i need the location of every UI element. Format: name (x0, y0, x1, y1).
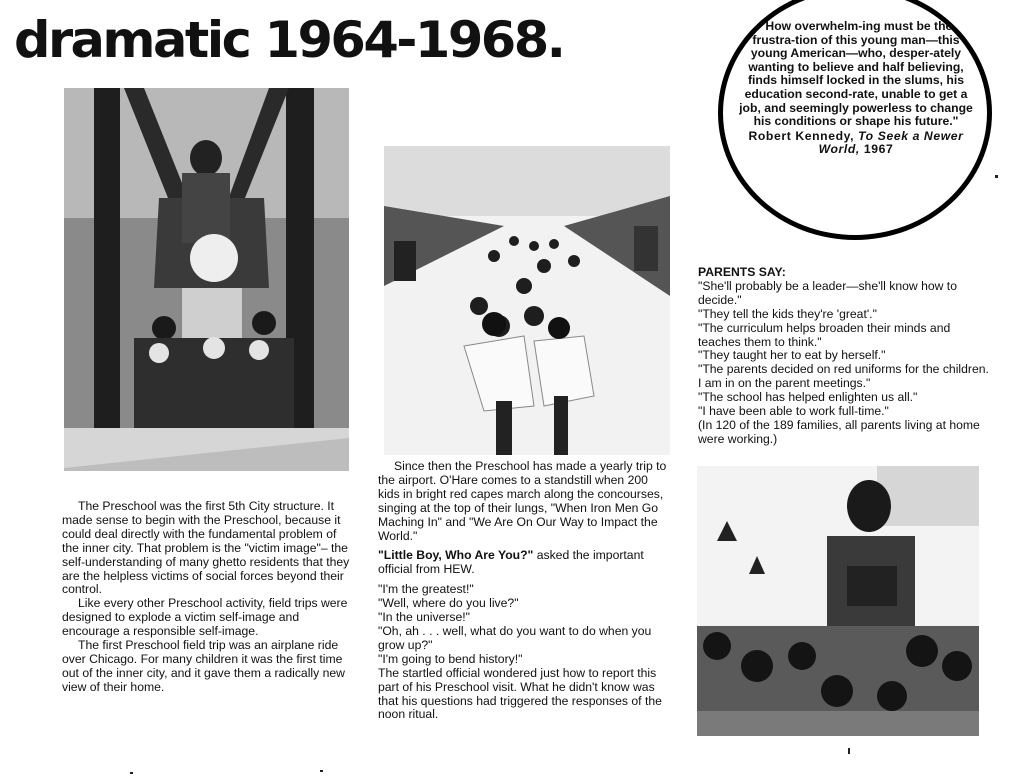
subheading-rest: asked the important official from HEW. (378, 548, 644, 577)
scan-speck (995, 175, 998, 178)
text-column-3 (698, 266, 994, 447)
paragraph: The startled official wondered just how to report this part of his Preschool visit. What he didn't know was that his questions had triggered the responses of the noon ritual. (378, 665, 662, 722)
paragraph: The first Preschool field trip was an airplane ride over Chicago. For many children it was the first time out of the inner city, and it gave them a radically new view of their home. (62, 638, 345, 694)
quote-attribution (738, 130, 974, 157)
scan-speck (848, 748, 850, 754)
statistic-note: (In 120 of the 189 families, all parents living at home were working.) (698, 417, 980, 446)
text-column-2 (378, 460, 672, 722)
photo-airport-concourse (384, 146, 670, 455)
section-heading: PARENTS SAY: (698, 265, 786, 279)
quote-year: 1967 (863, 142, 894, 157)
paragraph: Since then the Preschool has made a yearly trip to the airport. O'Hare comes to a standstill when 200 kids in bright red capes march along the concourses, singing at the top of their lungs, "When Iron Men Go Maching In" and "We Are On Our Way to Impact the World." (378, 459, 667, 543)
scan-speck (130, 772, 133, 774)
subheading: "Little Boy, Who Are You?" (378, 548, 534, 563)
paragraph: The Preschool was the first 5th City structure. It made sense to begin with the Preschool, because it could deal directly with the fundamental problem of the inner city. That problem is the "victim image"– the self-understanding of many ghetto residents that they are the helpless victims of social forces beyond their control. (62, 499, 350, 597)
headline: dramatic 1964-1968. (14, 11, 564, 69)
dialogue-line: "In the universe!" (378, 610, 470, 625)
paragraph: Like every other Preschool activity, field trips were designed to explode a victim self-image and encourage a responsible self-image. (62, 596, 348, 639)
pull-quote (738, 20, 974, 157)
parent-quote: "She'll probably be a leader—she'll know how to decide." (698, 278, 957, 307)
dialogue-line: "I'm the greatest!" (378, 582, 474, 597)
quote-book: To Seek a Newer World, (818, 128, 964, 157)
quote-author: Robert Kennedy, (748, 128, 855, 143)
text-column-1 (62, 500, 354, 695)
photo-boy-standing (697, 466, 979, 736)
photo-children-climbing (64, 88, 349, 471)
quote-text: "How overwhelm-ing must be the frustra-tion of this young man—this young American—who, desper-ately wanting to believe and half believing, finds himself locked in the slums, his education second-rate, unable to get a job, and seemingly powerless to change his conditions or shape his future." (739, 19, 973, 129)
subheading-paragraph (378, 549, 672, 577)
dialogue-line: "I'm going to bend history!" (378, 651, 523, 666)
parent-quote: "The school has helped enlighten us all." (698, 390, 918, 405)
dialogue-line: "Well, where do you live?" (378, 596, 519, 611)
parent-quote: "They tell the kids they're 'great'." (698, 306, 877, 321)
scan-speck (320, 770, 323, 772)
dialogue-line: "Oh, ah . . . well, what do you want to do when you grow up?" (378, 623, 652, 652)
parent-quote: "I have been able to work full-time." (698, 404, 889, 419)
parent-quote: "The parents decided on red uniforms for the children. I am in on the parent meetings." (698, 362, 989, 391)
parent-quote: "They taught her to eat by herself." (698, 348, 886, 363)
parent-quote: "The curriculum helps broaden their minds and teaches them to think." (698, 320, 951, 349)
